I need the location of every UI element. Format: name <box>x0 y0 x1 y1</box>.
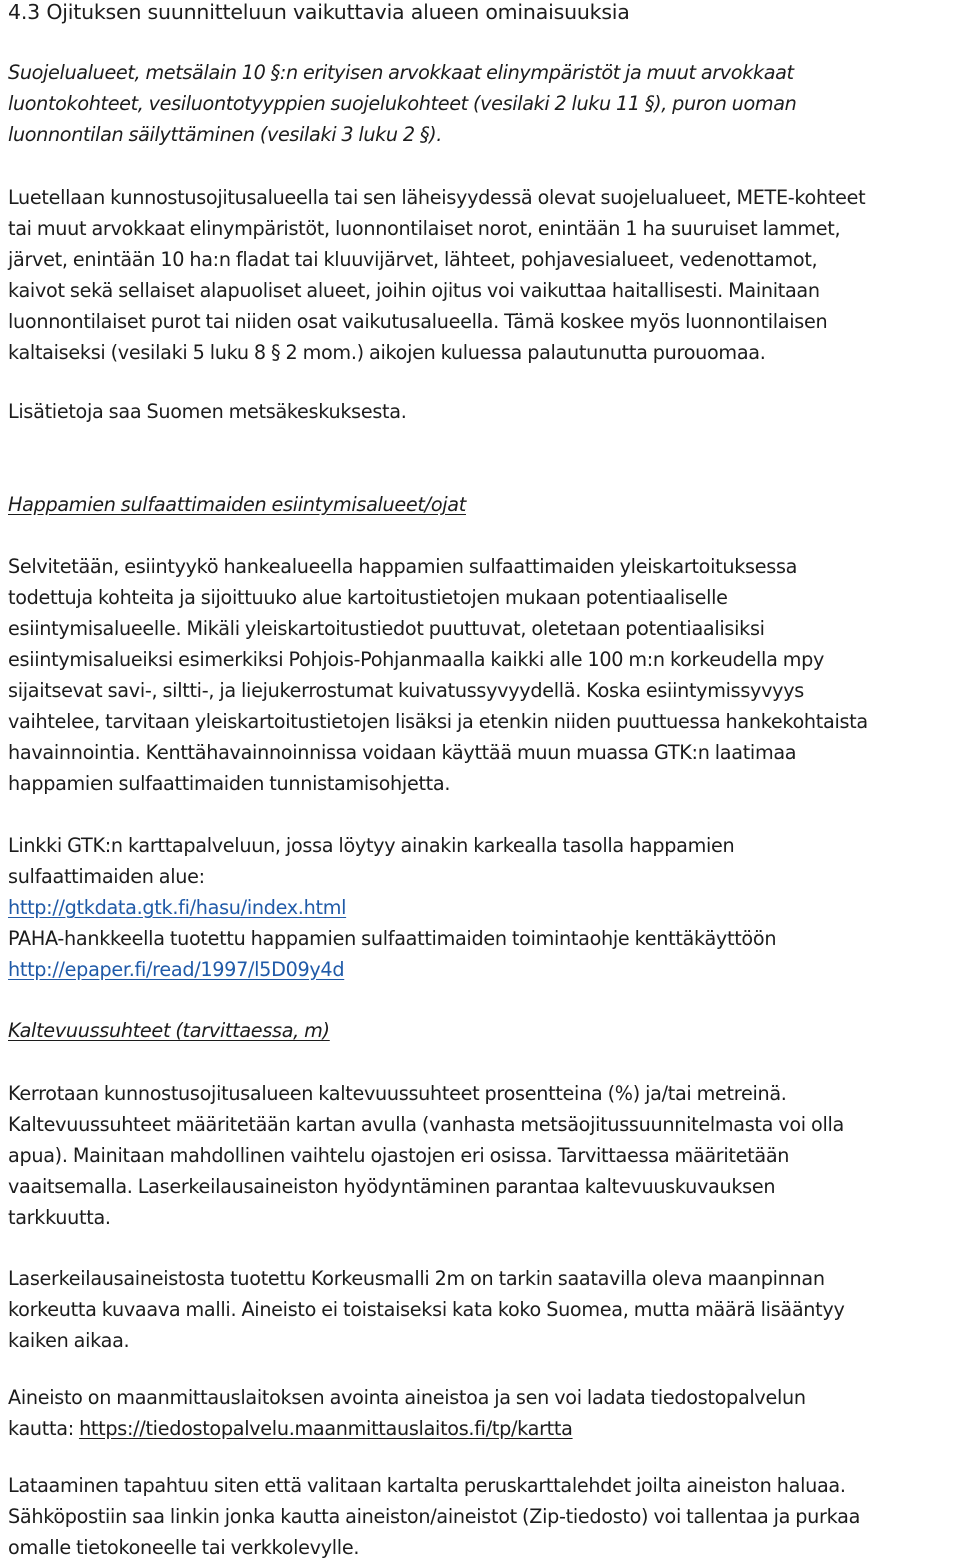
acid-sulfate-title: Happamien sulfaattimaiden esiintymisalueet/ojat <box>8 493 466 516</box>
paragraph-line: Luetellaan kunnostusojitusalueella tai sen läheisyydessä olevat suojelualueet, METE-kohteet <box>8 186 866 209</box>
file-service-link[interactable]: https://tiedostopalvelu.maanmittauslaitos.fi/tp/kartta <box>79 1417 573 1440</box>
slope-title-block <box>8 1015 958 1046</box>
download-paragraph <box>8 1382 958 1444</box>
paragraph-line: Lataaminen tapahtuu siten että valitaan kartalta peruskarttalehdet joilta aineiston haluaa. <box>8 1474 846 1497</box>
paragraph-line: Kerrotaan kunnostusojitusalueen kaltevuussuhteet prosentteina (%) ja/tai metreinä. <box>8 1082 787 1105</box>
paragraph-line: sulfaattimaiden alue: <box>8 865 205 888</box>
paragraph-line: järvet, enintään 10 ha:n fladat tai kluuvijärvet, lähteet, pohjavesialueet, vedenottamot, <box>8 248 818 271</box>
slope-paragraph <box>8 1078 958 1233</box>
paragraph-line: omalle tietokoneelle tai verkkolevylle. <box>8 1536 360 1559</box>
more-info-text: Lisätietoja saa Suomen metsäkeskuksesta. <box>8 400 407 423</box>
paragraph-line: apua). Mainitaan mahdollinen vaihtelu ojastojen eri osissa. Tarvittaessa määritetään <box>8 1144 790 1167</box>
paragraph-line: Linkki GTK:n karttapalveluun, jossa löytyy ainakin karkealla tasolla happamien <box>8 834 735 857</box>
intro-line: luontokohteet, vesiluontotyyppien suojelukohteet (vesilaki 2 luku 11 §), puron uoman <box>8 92 797 115</box>
download-prefix: kautta: <box>8 1417 80 1440</box>
paragraph-line: korkeutta kuvaava malli. Aineisto ei toistaiseksi kata koko Suomea, mutta määrä lisääntyy <box>8 1298 845 1321</box>
paragraph-line: tai muut arvokkaat elinympäristöt, luonnontilaiset norot, enintään 1 ha suuruiset lammet, <box>8 217 841 240</box>
paragraph-line: esiintymisalueiksi esimerkiksi Pohjois-Pohjanmaalla kaikki alle 100 m:n korkeudella mpy <box>8 648 825 671</box>
paragraph-line: Kaltevuussuhteet määritetään kartan avulla (vanhasta metsäojitussuunnitelmasta voi olla <box>8 1113 844 1136</box>
paragraph-line: todettuja kohteita ja sijoittuuko alue kartoitustietojen mukaan potentiaaliselle <box>8 586 728 609</box>
gtk-links-paragraph <box>8 830 958 985</box>
slope-title: Kaltevuussuhteet (tarvittaessa, m) <box>8 1019 330 1042</box>
paha-text: PAHA-hankkeella tuotettu happamien sulfaattimaiden toimintaohje kenttäkäyttöön <box>8 927 777 950</box>
section-heading: 4.3 Ojituksen suunnitteluun vaikuttavia alueen ominaisuuksia <box>8 0 630 24</box>
paragraph-line: Laserkeilausaineistosta tuotettu Korkeusmalli 2m on tarkin saatavilla oleva maanpinnan <box>8 1267 825 1290</box>
loading-paragraph <box>8 1470 958 1563</box>
paragraph-line: kaiken aikaa. <box>8 1329 130 1352</box>
protected-areas-paragraph <box>8 182 958 368</box>
intro-paragraph <box>8 57 958 150</box>
paragraph-line: vaaitsemalla. Laserkeilausaineiston hyödyntäminen parantaa kaltevuuskuvauksen <box>8 1175 776 1198</box>
paragraph-line: tarkkuutta. <box>8 1206 111 1229</box>
laser-paragraph <box>8 1263 958 1356</box>
more-info-paragraph <box>8 396 958 427</box>
gtk-map-link[interactable]: http://gtkdata.gtk.fi/hasu/index.html <box>8 896 347 919</box>
paha-guide-link[interactable]: http://epaper.fi/read/1997/l5D09y4d <box>8 958 345 981</box>
paragraph-line: happamien sulfaattimaiden tunnistamisohjetta. <box>8 772 451 795</box>
paragraph-line: havainnointia. Kenttähavainnoinnissa voidaan käyttää muun muassa GTK:n laatimaa <box>8 741 797 764</box>
intro-line: luonnontilan säilyttäminen (vesilaki 3 luku 2 §). <box>8 123 442 146</box>
paragraph-line: kaltaiseksi (vesilaki 5 luku 8 § 2 mom.) aikojen kuluessa palautunutta purouomaa. <box>8 341 766 364</box>
paragraph-line: vaihtelee, tarvitaan yleiskartoitustietojen lisäksi ja etenkin niiden puuttuessa hankekohtaista <box>8 710 868 733</box>
paragraph-line: Aineisto on maanmittauslaitoksen avointa aineistoa ja sen voi ladata tiedostopalvelun <box>8 1386 806 1409</box>
acid-sulfate-title-block <box>8 489 958 520</box>
acid-sulfate-paragraph <box>8 551 958 799</box>
paragraph-line: luonnontilaiset purot tai niiden osat vaikutusalueella. Tämä koskee myös luonnontilaisen <box>8 310 828 333</box>
paragraph-line: Sähköpostiin saa linkin jonka kautta aineiston/aineistot (Zip-tiedosto) voi tallentaa ja purkaa <box>8 1505 861 1528</box>
paragraph-line: kaivot sekä sellaiset alapuoliset alueet, joihin ojitus voi vaikuttaa haitallisesti. Mainitaan <box>8 279 820 302</box>
paragraph-line: sijaitsevat savi-, siltti-, ja liejukerrostumat kuivatussyvyydellä. Koska esiintymissyvyys <box>8 679 804 702</box>
paragraph-line: esiintymisalueelle. Mikäli yleiskartoitustiedot puuttuvat, oletetaan potentiaalisiksi <box>8 617 765 640</box>
intro-line: Suojelualueet, metsälain 10 §:n erityisen arvokkaat elinympäristöt ja muut arvokkaat <box>8 61 794 84</box>
paragraph-line: Selvitetään, esiintyykö hankealueella happamien sulfaattimaiden yleiskartoituksessa <box>8 555 798 578</box>
